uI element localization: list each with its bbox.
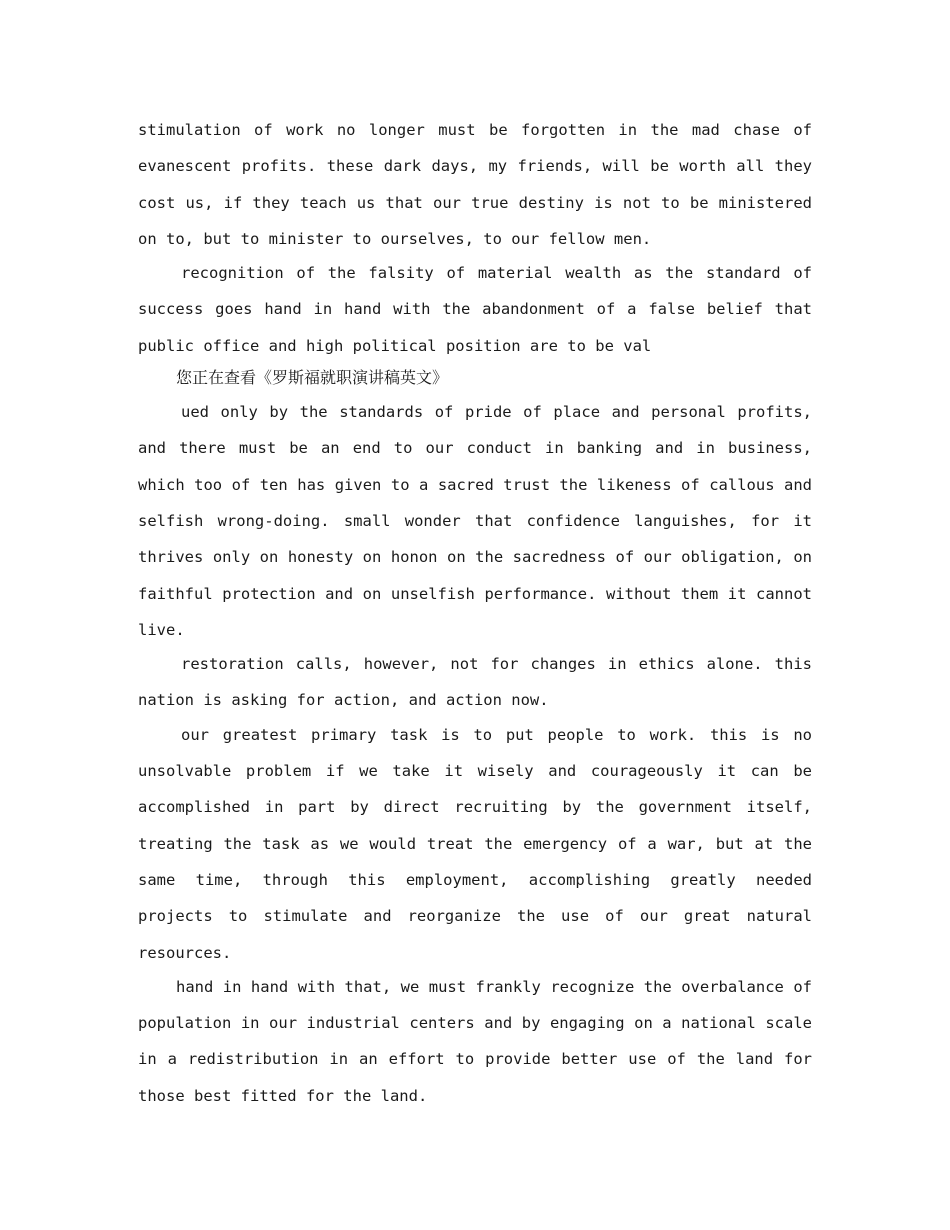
document-page	[138, 112, 812, 1112]
paragraph-stimulation-of-work: stimulation of work no longer must be forgotten in the mad chase of evanescent profits. these dark days, my friends, will be worth all they cost us, if they teach us that our true destiny is not to be ministered on to, but to minister to ourselves, to our fellow men.	[138, 121, 812, 248]
paragraph-greatest-primary-task: our greatest primary task is to put people to work. this is no unsolvable problem if we take it wisely and courageously it can be accomplished in part by direct recruiting by the government itself, treating the task as we would treat the emergency of a war, but at the same time, through this employment, accomplishing greatly needed projects to stimulate and reorganize the use of our great natural resources.	[138, 725, 812, 962]
paragraph-restoration-calls: restoration calls, however, not for changes in ethics alone. this nation is asking for action, and action now.	[138, 655, 812, 710]
paragraph-hand-in-hand: hand in hand with that, we must frankly recognize the overbalance of population in our industrial centers and by engaging on a national scale in a redistribution in an effort to provide better use of the land for those best fitted for the land.	[138, 977, 812, 1105]
viewing-note: 您正在查看《罗斯福就职演讲稿英文》	[176, 368, 449, 388]
paragraph-valued-only: ued only by the standards of pride of place and personal profits, and there must be an end to our conduct in banking and in business, which too of ten has given to a sacred trust the likeness of callous and selfish wrong-doing. small wonder that confidence languishes, for it thrives only on honesty on honon on the sacredness of our obligation, on faithful protection and on unselfish performance. without them it cannot live.	[138, 403, 812, 639]
paragraph-recognition-of-falsity: recognition of the falsity of material wealth as the standard of success goes hand in hand with the abandonment of a false belief that public office and high political position are to be val	[138, 264, 812, 355]
